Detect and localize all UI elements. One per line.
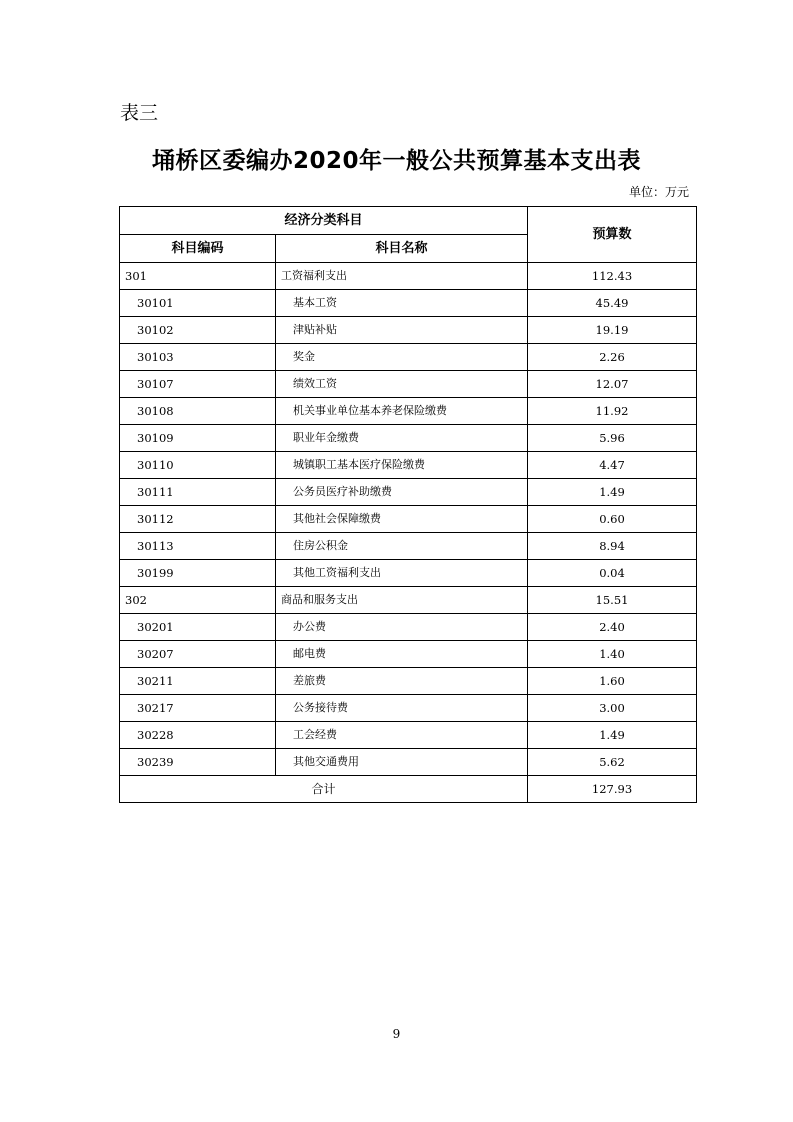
table-row <box>120 722 697 749</box>
total-row <box>120 776 697 803</box>
total-label: 合计 <box>120 776 528 803</box>
row-amount: 112.43 <box>528 263 697 290</box>
row-name: 差旅费 <box>276 668 528 695</box>
table-body <box>120 263 697 776</box>
row-code: 30103 <box>120 344 276 371</box>
table-label: 表三 <box>120 102 159 124</box>
table-header-row <box>120 207 697 235</box>
row-code: 30239 <box>120 749 276 776</box>
table-row <box>120 749 697 776</box>
row-code: 30207 <box>120 641 276 668</box>
row-name: 其他工资福利支出 <box>276 560 528 587</box>
table-row <box>120 668 697 695</box>
row-amount: 1.60 <box>528 668 697 695</box>
row-code: 30111 <box>120 479 276 506</box>
row-code: 30217 <box>120 695 276 722</box>
row-amount: 5.96 <box>528 425 697 452</box>
row-name: 邮电费 <box>276 641 528 668</box>
row-name: 工资福利支出 <box>276 263 528 290</box>
row-name: 工会经费 <box>276 722 528 749</box>
row-amount: 19.19 <box>528 317 697 344</box>
row-amount: 0.60 <box>528 506 697 533</box>
name-header: 科目名称 <box>276 235 528 263</box>
row-name: 公务接待费 <box>276 695 528 722</box>
amount-header: 预算数 <box>528 207 697 263</box>
row-code: 30228 <box>120 722 276 749</box>
row-name: 住房公积金 <box>276 533 528 560</box>
row-code: 301 <box>120 263 276 290</box>
budget-table <box>119 206 697 803</box>
table-row <box>120 506 697 533</box>
table-row <box>120 560 697 587</box>
row-code: 30107 <box>120 371 276 398</box>
row-amount: 8.94 <box>528 533 697 560</box>
page-number: 9 <box>392 1027 401 1041</box>
row-amount: 3.00 <box>528 695 697 722</box>
row-amount: 2.40 <box>528 614 697 641</box>
row-name: 基本工资 <box>276 290 528 317</box>
row-code: 30199 <box>120 560 276 587</box>
row-code: 30211 <box>120 668 276 695</box>
row-name: 津贴补贴 <box>276 317 528 344</box>
row-code: 30112 <box>120 506 276 533</box>
row-name: 商品和服务支出 <box>276 587 528 614</box>
row-code: 30201 <box>120 614 276 641</box>
row-code: 30102 <box>120 317 276 344</box>
row-amount: 5.62 <box>528 749 697 776</box>
row-name: 奖金 <box>276 344 528 371</box>
row-name: 机关事业单位基本养老保险缴费 <box>276 398 528 425</box>
row-name: 公务员医疗补助缴费 <box>276 479 528 506</box>
table-row <box>120 614 697 641</box>
row-amount: 1.40 <box>528 641 697 668</box>
row-code: 30109 <box>120 425 276 452</box>
table-row <box>120 371 697 398</box>
code-header: 科目编码 <box>120 235 276 263</box>
table-row <box>120 479 697 506</box>
row-code: 302 <box>120 587 276 614</box>
total-amount: 127.93 <box>528 776 697 803</box>
row-amount: 4.47 <box>528 452 697 479</box>
table-row <box>120 695 697 722</box>
table-row <box>120 344 697 371</box>
table-row <box>120 587 697 614</box>
table-row <box>120 533 697 560</box>
table-row <box>120 398 697 425</box>
unit-label: 单位：万元 <box>628 185 689 199</box>
row-amount: 11.92 <box>528 398 697 425</box>
row-code: 30101 <box>120 290 276 317</box>
row-amount: 15.51 <box>528 587 697 614</box>
row-amount: 1.49 <box>528 479 697 506</box>
table-row <box>120 452 697 479</box>
row-code: 30113 <box>120 533 276 560</box>
row-amount: 2.26 <box>528 344 697 371</box>
row-name: 绩效工资 <box>276 371 528 398</box>
table-row <box>120 263 697 290</box>
row-name: 职业年金缴费 <box>276 425 528 452</box>
page-title: 埇桥区委编办2020年一般公共预算基本支出表 <box>151 148 641 174</box>
row-name: 其他社会保障缴费 <box>276 506 528 533</box>
row-code: 30110 <box>120 452 276 479</box>
row-amount: 1.49 <box>528 722 697 749</box>
row-amount: 12.07 <box>528 371 697 398</box>
row-amount: 45.49 <box>528 290 697 317</box>
table-row <box>120 290 697 317</box>
row-amount: 0.04 <box>528 560 697 587</box>
row-name: 城镇职工基本医疗保险缴费 <box>276 452 528 479</box>
group-header: 经济分类科目 <box>120 207 528 235</box>
row-name: 其他交通费用 <box>276 749 528 776</box>
row-name: 办公费 <box>276 614 528 641</box>
table-row <box>120 317 697 344</box>
table-row <box>120 425 697 452</box>
row-code: 30108 <box>120 398 276 425</box>
table-row <box>120 641 697 668</box>
